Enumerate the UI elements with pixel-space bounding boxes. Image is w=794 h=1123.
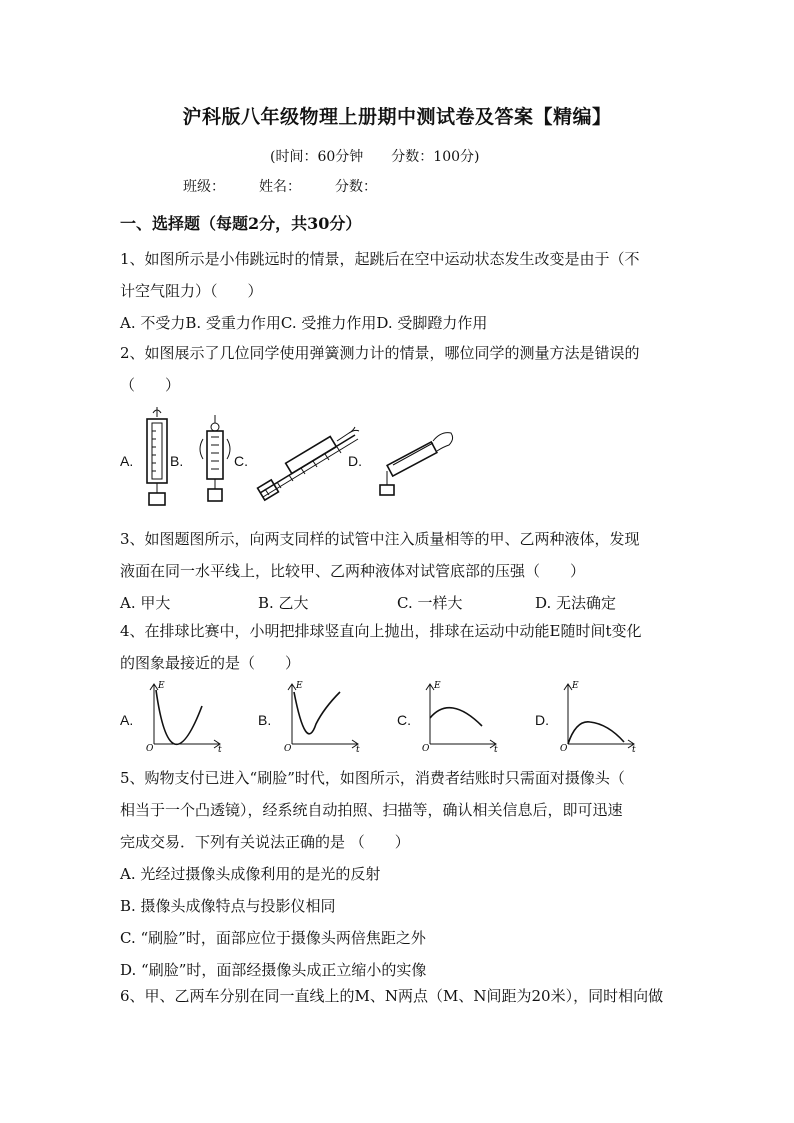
question-6-line-1: 6、甲、乙两车分别在同一直线上的M、N两点（M、N间距为20米），同时相向做 — [120, 987, 664, 1005]
question-1-line-2: 计空气阻力）（ ） — [120, 282, 263, 300]
q3-option-c: C. 一样大 — [397, 594, 463, 612]
q5-option-d: D. “刷脸”时，面部经摄像头成正立缩小的实像 — [120, 961, 427, 979]
document-title: 沪科版八年级物理上册期中测试卷及答案【精编】 — [182, 106, 612, 128]
question-4-line-1: 4、在排球比赛中，小明把排球竖直向上抛出，排球在运动中动能E随时间t变化 — [120, 622, 642, 640]
question-3-line-2: 液面在同一水平线上，比较甲、乙两种液体对试管底部的压强（ ） — [120, 562, 586, 580]
question-2 — [120, 337, 680, 401]
question-5-line-1: 5、购物支付已进入“刷脸”时代，如图所示，消费者结账时只需面对摄像头（ — [120, 769, 625, 787]
balance-c-icon — [258, 427, 359, 500]
graph-d-e-label: E — [572, 681, 579, 691]
question-3 — [120, 523, 680, 587]
question-6 — [120, 980, 680, 1012]
graph-b-e-label: E — [296, 681, 303, 691]
spring-balance-figure — [135, 405, 455, 515]
question-5-line-2: 相当于一个凸透镜），经系统自动拍照、扫描等，确认相关信息后，即可迅速 — [120, 801, 623, 819]
graph-c — [422, 680, 502, 752]
points-label: 分数： — [335, 179, 377, 195]
class-label: 班级： — [183, 179, 225, 195]
q4-label-a: A. — [120, 712, 134, 728]
q5-option-c: C. “刷脸”时，面部应位于摄像头两倍焦距之外 — [120, 929, 426, 947]
q5-option-a: A. 光经过摄像头成像利用的是光的反射 — [120, 865, 381, 883]
q3-option-d: D. 无法确定 — [535, 594, 617, 612]
q3-option-a: A. 甲大 — [120, 594, 171, 612]
q3-option-b: B. 乙大 — [258, 594, 309, 612]
graph-d-t-label: t — [632, 745, 636, 752]
exam-total-score: 分数：100分) — [391, 149, 480, 165]
graph-a — [146, 680, 226, 752]
question-2-line-2: （ ） — [120, 376, 181, 394]
question-2-line-1: 2、如图展示了几位同学使用弹簧测力计的情景，哪位同学的测量方法是错误的 — [120, 344, 640, 362]
question-5-line-3: 完成交易．下列有关说法正确的是 （ ） — [120, 833, 410, 851]
question-5 — [120, 762, 680, 986]
q2-label-b: B. — [170, 453, 184, 469]
section-heading: 一、选择题（每题2分，共30分） — [120, 214, 362, 233]
graph-d-origin-label: O — [560, 744, 568, 752]
q2-label-a: A. — [120, 453, 134, 469]
question-4 — [120, 615, 680, 679]
exam-time: (时间：60分钟 — [270, 149, 364, 165]
graph-c-origin-label: O — [422, 744, 430, 752]
graph-a-origin-label: O — [146, 744, 154, 752]
name-label: 姓名： — [259, 179, 301, 195]
q4-label-d: D. — [535, 712, 549, 728]
question-1-options: A. 不受力B. 受重力作用C. 受推力作用D. 受脚蹬力作用 — [120, 314, 488, 332]
question-1 — [120, 243, 680, 339]
q4-label-b: B. — [258, 712, 272, 728]
question-1-line-1: 1、如图所示是小伟跳远时的情景，起跳后在空中运动状态发生改变是由于（不 — [120, 250, 640, 268]
q5-option-b: B. 摄像头成像特点与投影仪相同 — [120, 897, 336, 915]
balance-b-icon — [200, 415, 230, 501]
graph-b-t-label: t — [356, 745, 360, 752]
graph-c-e-label: E — [434, 681, 441, 691]
graph-c-t-label: t — [494, 745, 498, 752]
exam-meta — [270, 146, 507, 166]
question-4-line-2: 的图象最接近的是（ ） — [120, 654, 301, 672]
q4-label-c: C. — [397, 712, 411, 728]
q2-label-c: C. — [234, 453, 248, 469]
graph-b-origin-label: O — [284, 744, 292, 752]
graph-a-e-label: E — [158, 681, 165, 691]
graph-b — [284, 680, 364, 752]
balance-a-icon — [147, 407, 167, 505]
balance-d-icon — [380, 433, 453, 495]
q2-label-d: D. — [348, 453, 362, 469]
question-3-line-1: 3、如图题图所示，向两支同样的试管中注入质量相等的甲、乙两种液体，发现 — [120, 530, 640, 548]
student-info-line — [183, 176, 411, 196]
graph-d — [560, 680, 640, 752]
graph-a-t-label: t — [218, 745, 222, 752]
